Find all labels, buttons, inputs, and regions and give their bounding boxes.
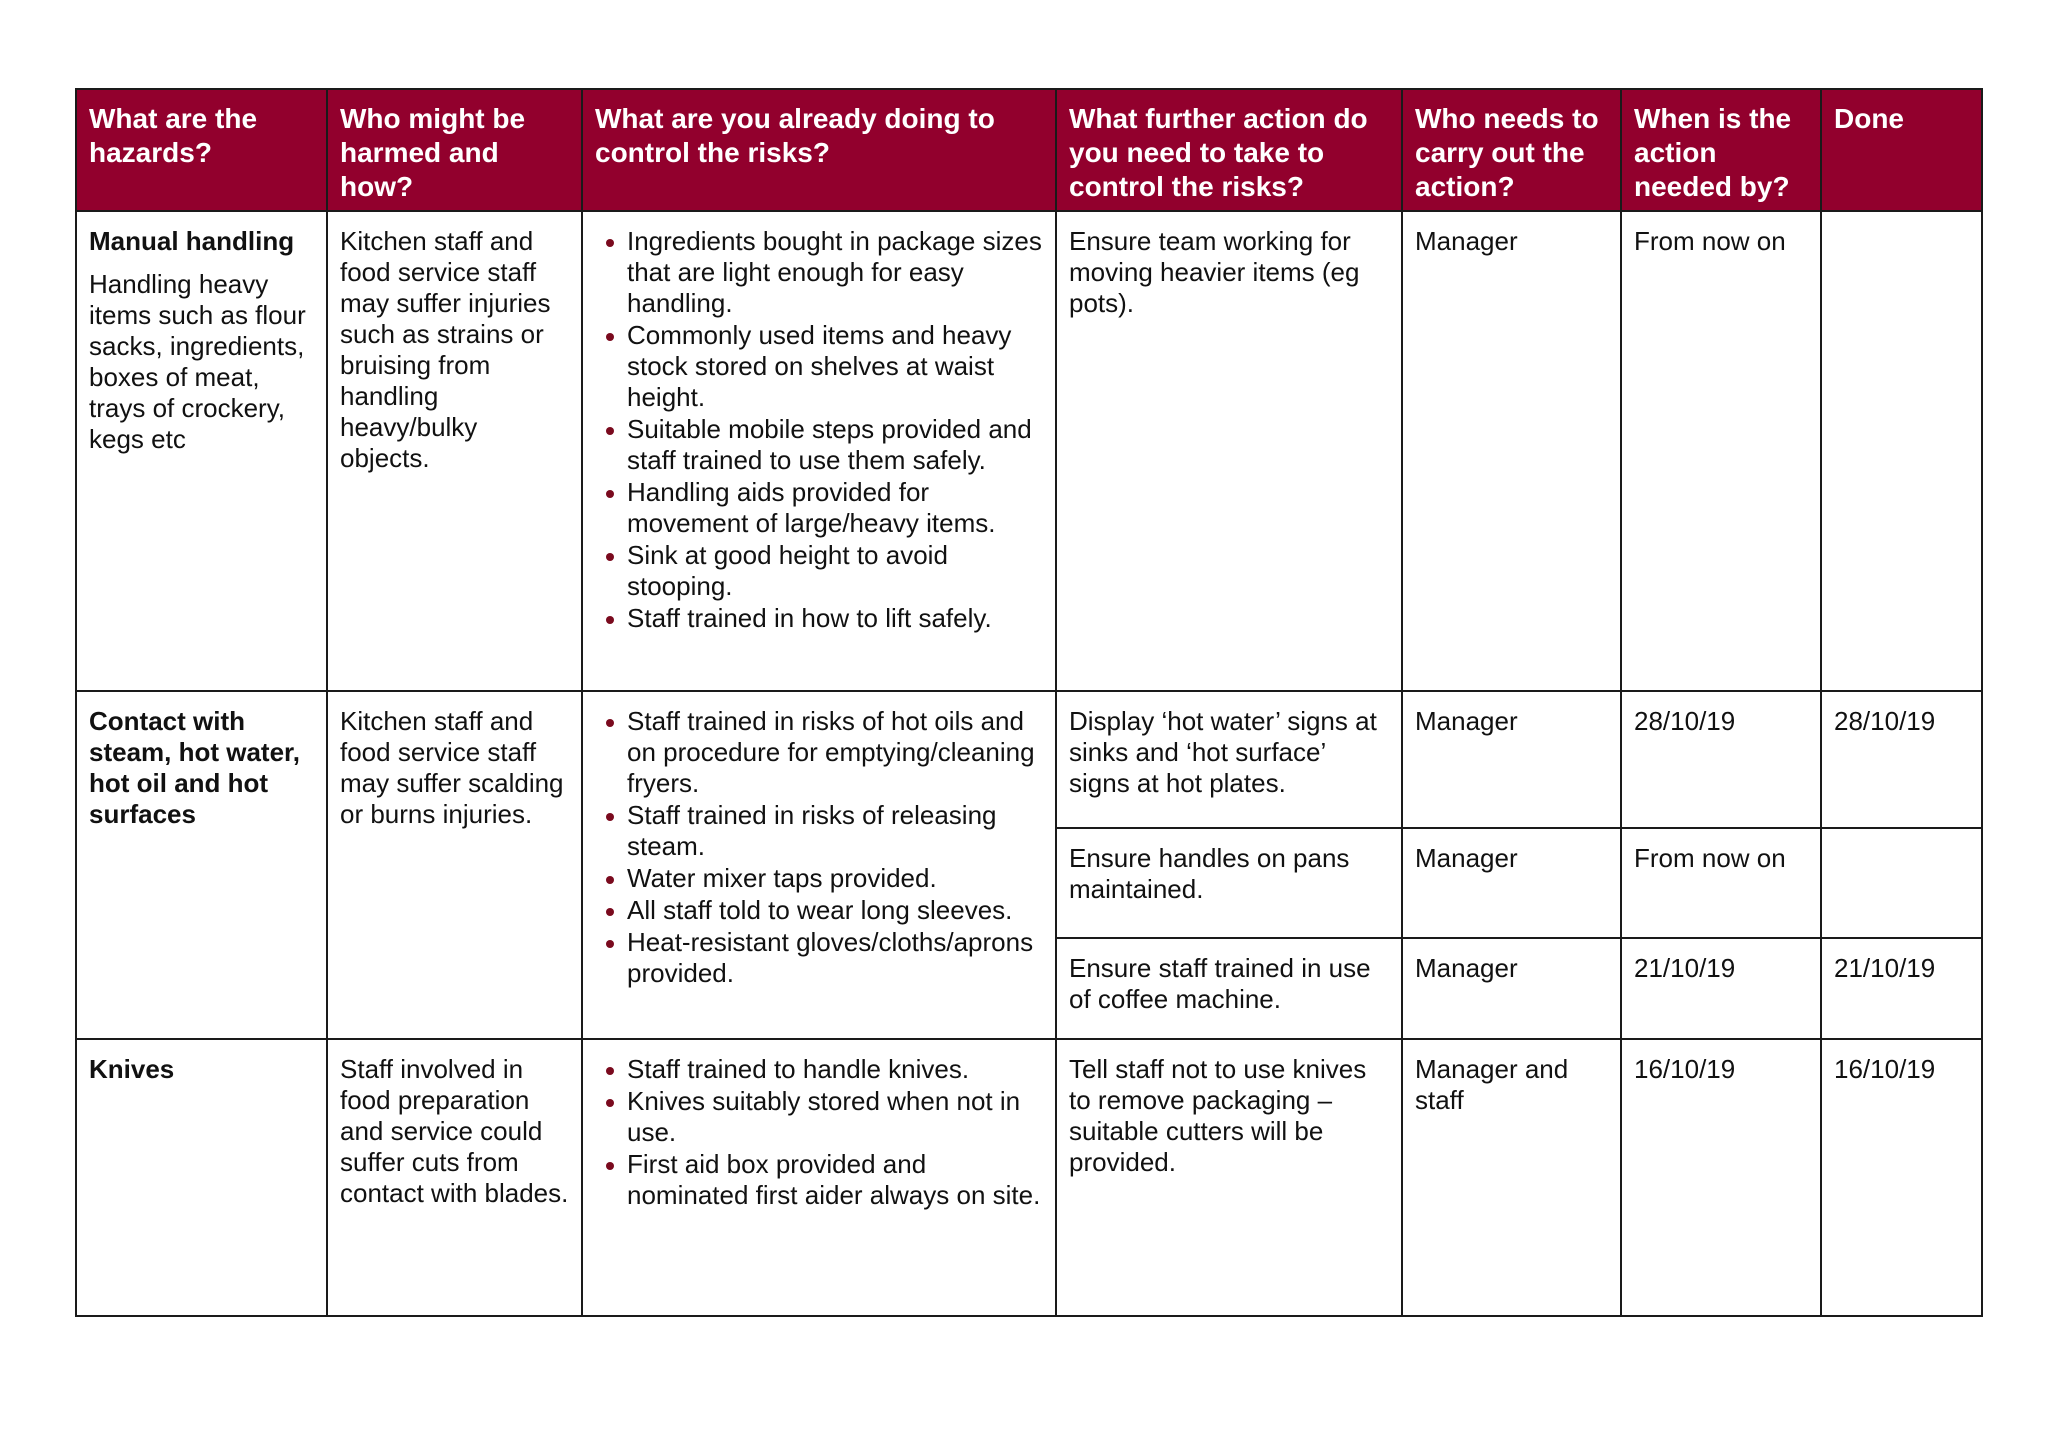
action-by-cell: Manager (1402, 691, 1621, 828)
header-further-action: What further action do you need to take to control the risks? (1056, 89, 1402, 211)
list-item: Staff trained in risks of releasing steam. (605, 800, 1043, 862)
further-action-cell: Ensure team working for moving heavier items (eg pots). (1056, 211, 1402, 691)
table-row (76, 691, 1982, 828)
list-item: Sink at good height to avoid stooping. (605, 540, 1043, 602)
who-harmed-cell: Staff involved in food preparation and service could suffer cuts from contact with blades. (327, 1039, 582, 1316)
controls-list (595, 226, 1043, 634)
header-who-harmed: Who might be harmed and how? (327, 89, 582, 211)
controls-cell (582, 691, 1056, 1039)
list-item: Heat-resistant gloves/cloths/aprons provided. (605, 927, 1043, 989)
list-item: Handling aids provided for movement of large/heavy items. (605, 477, 1043, 539)
action-when-cell: From now on (1621, 828, 1821, 938)
header-current-controls: What are you already doing to control the risks? (582, 89, 1056, 211)
done-cell: 16/10/19 (1821, 1039, 1982, 1316)
action-when-cell: 21/10/19 (1621, 938, 1821, 1039)
list-item: Water mixer taps provided. (605, 863, 1043, 894)
who-harmed-cell: Kitchen staff and food service staff may suffer injuries such as strains or bruising from handling heavy/bulky objects. (327, 211, 582, 691)
action-by-cell: Manager (1402, 211, 1621, 691)
table-row (76, 211, 1982, 691)
hazard-cell (76, 691, 327, 1039)
further-action-cell: Ensure handles on pans maintained. (1056, 828, 1402, 938)
controls-list (595, 706, 1043, 989)
header-action-when: When is the action needed by? (1621, 89, 1821, 211)
table-row (76, 1039, 1982, 1316)
action-by-cell: Manager (1402, 938, 1621, 1039)
risk-assessment-table (75, 88, 1983, 1317)
action-by-cell: Manager (1402, 828, 1621, 938)
controls-list (595, 1054, 1043, 1211)
hazard-description: Handling heavy items such as flour sacks, ingredients, boxes of meat, trays of crockery, kegs etc (89, 269, 306, 454)
header-row (76, 89, 1982, 211)
hazard-cell (76, 1039, 327, 1316)
action-by-cell: Manager and staff (1402, 1039, 1621, 1316)
hazard-cell (76, 211, 327, 691)
done-cell (1821, 211, 1982, 691)
list-item: Staff trained in how to lift safely. (605, 603, 1043, 634)
hazard-title: Manual handling (89, 226, 295, 256)
hazard-title: Contact with steam, hot water, hot oil and hot surfaces (89, 706, 300, 829)
list-item: Staff trained in risks of hot oils and on procedure for emptying/cleaning fryers. (605, 706, 1043, 799)
list-item: Suitable mobile steps provided and staff trained to use them safely. (605, 414, 1043, 476)
list-item: Ingredients bought in package sizes that are light enough for easy handling. (605, 226, 1043, 319)
list-item: Commonly used items and heavy stock stored on shelves at waist height. (605, 320, 1043, 413)
further-action-cell: Tell staff not to use knives to remove packaging – suitable cutters will be provided. (1056, 1039, 1402, 1316)
controls-cell (582, 211, 1056, 691)
header-hazards: What are the hazards? (76, 89, 327, 211)
further-action-cell: Ensure staff trained in use of coffee machine. (1056, 938, 1402, 1039)
further-action-cell: Display ‘hot water’ signs at sinks and ‘hot surface’ signs at hot plates. (1056, 691, 1402, 828)
action-when-cell: 28/10/19 (1621, 691, 1821, 828)
header-action-by-whom: Who needs to carry out the action? (1402, 89, 1621, 211)
who-harmed-cell: Kitchen staff and food service staff may suffer scalding or burns injuries. (327, 691, 582, 1039)
action-when-cell: 16/10/19 (1621, 1039, 1821, 1316)
list-item: Staff trained to handle knives. (605, 1054, 1043, 1085)
controls-cell (582, 1039, 1056, 1316)
hazard-title: Knives (89, 1054, 175, 1084)
list-item: First aid box provided and nominated first aider always on site. (605, 1149, 1043, 1211)
done-cell: 28/10/19 (1821, 691, 1982, 828)
list-item: All staff told to wear long sleeves. (605, 895, 1043, 926)
done-cell (1821, 828, 1982, 938)
list-item: Knives suitably stored when not in use. (605, 1086, 1043, 1148)
header-done: Done (1821, 89, 1982, 211)
done-cell: 21/10/19 (1821, 938, 1982, 1039)
action-when-cell: From now on (1621, 211, 1821, 691)
